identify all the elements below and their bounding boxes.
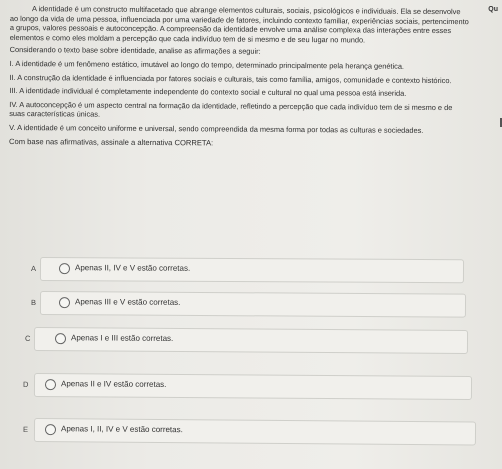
option-text: Apenas II e IV estão corretas. xyxy=(60,379,167,389)
option-letter: A xyxy=(30,263,37,273)
radio-circle-icon[interactable] xyxy=(59,297,70,308)
option-c[interactable] xyxy=(24,327,468,354)
question-intro: A identidade é um constructo multifacetado que abrange elementos culturais, sociais, psicológicos e individuais. Ela se desenvolve ao longo da vida de uma pessoa, influenciada por uma variedade de fatores, incluindo contexto familiar, experiências sociais, pertencimento a grupos, valores pessoais e autoconcepção. A compreensão da identidade envolve uma análise complexa das interações entre esses elementos e como eles moldam a percepção que cada indivíduo tem de si mesmo e de seu lugar no mundo. xyxy=(9,4,469,45)
option-text: Apenas II, IV e V estão corretas. xyxy=(74,263,191,273)
statement-5: V. A identidade é um conceito uniforme e universal, sendo compreendida da mesma forma por todas as culturas e sociedades. xyxy=(9,122,424,135)
option-text: Apenas I e III estão corretas. xyxy=(70,333,174,343)
option-text: Apenas III e V estão corretas. xyxy=(74,297,181,307)
option-d[interactable] xyxy=(22,373,472,400)
statement-1: I. A identidade é um fenômeno estático, imutável ao longo do tempo, determinado principalmente pela herança genética. xyxy=(9,58,405,71)
option-a[interactable] xyxy=(30,257,464,283)
question-body xyxy=(9,4,470,149)
question-header-fragment: Qu xyxy=(488,6,498,13)
option-b[interactable] xyxy=(30,291,466,318)
question-prompt: Com base nas afirmativas, assinale a alternativa CORRETA: xyxy=(9,136,214,147)
radio-circle-icon[interactable] xyxy=(55,333,66,344)
option-e[interactable] xyxy=(22,418,476,445)
question-lead: Considerando o texto base sobre identidade, analise as afirmações a seguir: xyxy=(9,45,261,57)
option-letter: D xyxy=(22,379,29,389)
option-letter: B xyxy=(30,297,37,307)
radio-circle-icon[interactable] xyxy=(59,263,70,274)
statement-4: IV. A autoconcepção é um aspecto central na formação da identidade, refletindo a percepção que cada indivíduo tem de si mesmo e de suas características únicas. xyxy=(9,99,453,119)
option-letter: E xyxy=(22,424,29,434)
option-text: Apenas I, II, IV e V estão corretas. xyxy=(60,424,183,435)
option-letter: C xyxy=(24,333,31,343)
statement-3: III. A identidade individual é completamente independente do contexto social e cultural no qual uma pessoa está inserida. xyxy=(9,86,407,98)
radio-circle-icon[interactable] xyxy=(45,379,56,390)
radio-circle-icon[interactable] xyxy=(45,424,56,435)
statement-2: II. A construção da identidade é influenciada por fatores sociais e culturais, tais como família, amigos, comunidade e contexto histórico. xyxy=(9,72,452,85)
